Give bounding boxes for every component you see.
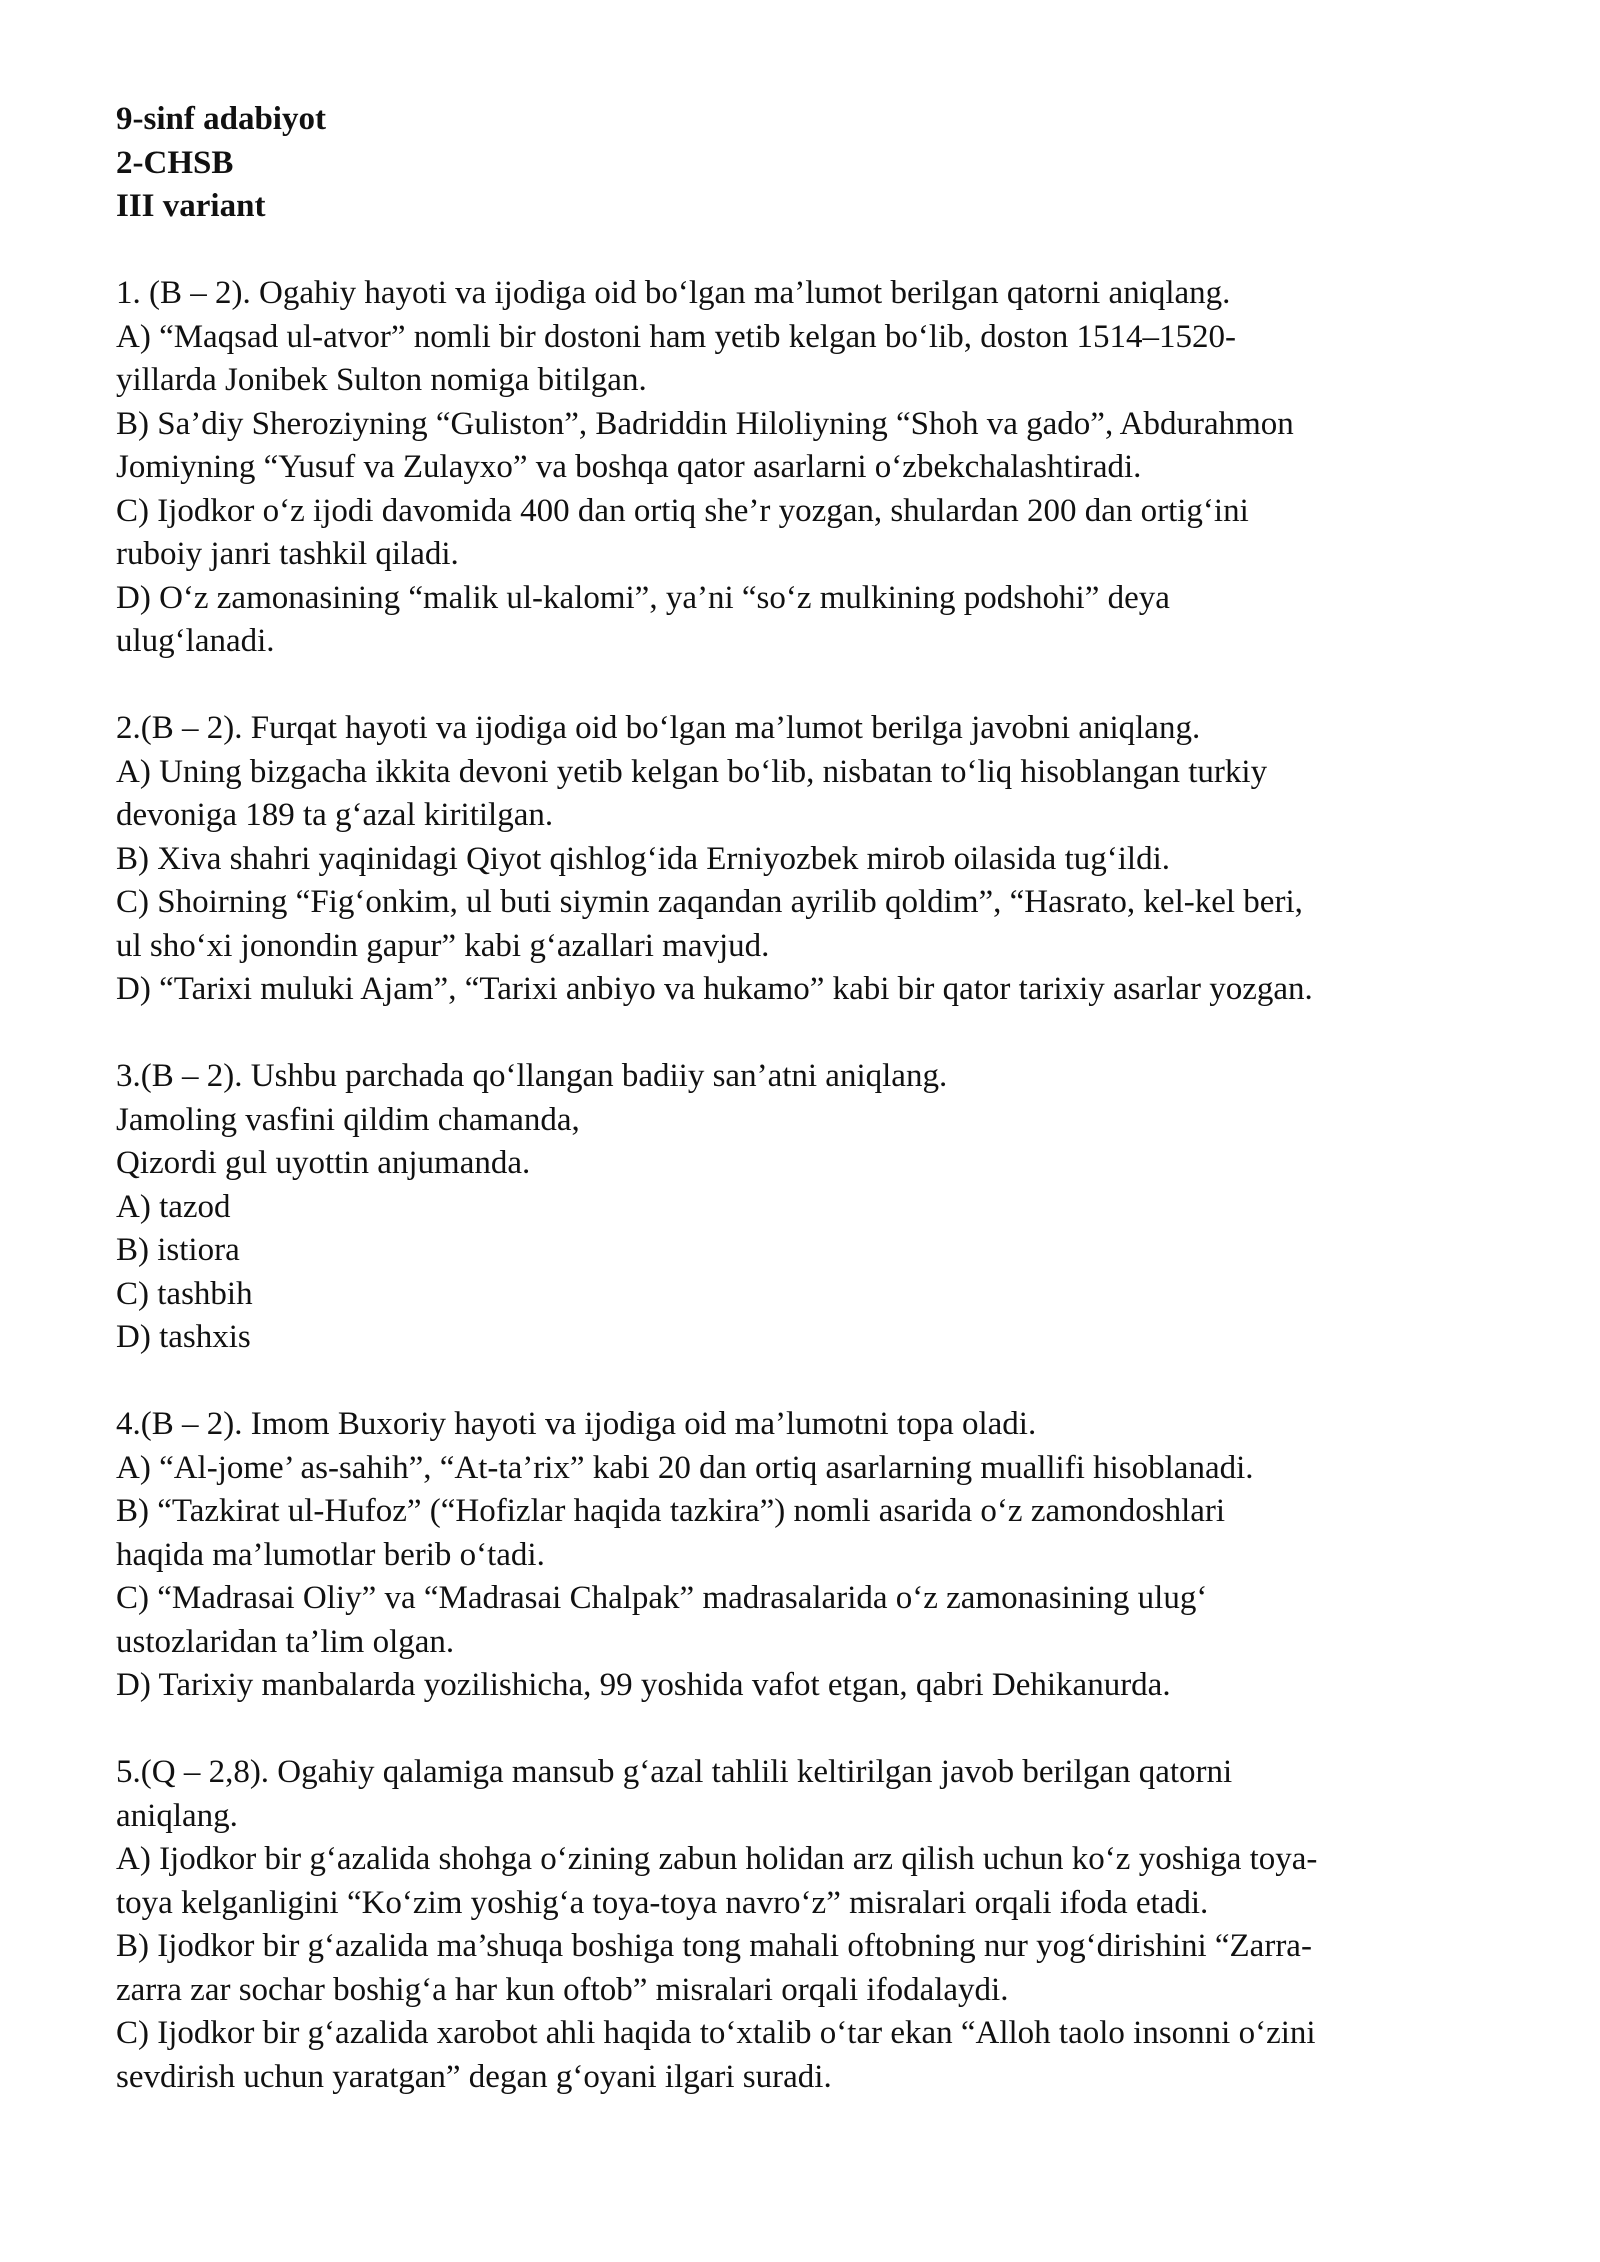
question-2-line: B) Xiva shahri yaqinidagi Qiyot qishlog‘ida Erniyozbek mirob oilasida tug‘ildi. (116, 840, 1170, 877)
question-1 (116, 272, 1516, 664)
document-header (116, 98, 1516, 229)
question-5-line: C) Ijodkor bir g‘azalida xarobot ahli haqida to‘xtalib o‘tar ekan “Alloh taolo insonni o‘zini (116, 2015, 1316, 2051)
question-4-line: 4.(B – 2). Imom Buxoriy hayoti va ijodiga oid ma’lumotni topa oladi. (116, 1406, 1037, 1442)
question-1-line: D) O‘z zamonasining “malik ul-kalomi”, ya’ni “so‘z mulkining podshohi” deya (116, 579, 1170, 616)
document-page (116, 98, 1516, 2099)
question-1-line: A) “Maqsad ul-atvor” nomli bir dostoni ham yetib kelgan bo‘lib, doston 1514–1520- (116, 318, 1236, 355)
question-1-line: Jomiyning “Yusuf va Zulayxo” va boshqa qator asarlarni o‘zbekchalashtiradi. (116, 449, 1142, 485)
question-4-line: haqida ma’lumotlar berib o‘tadi. (116, 1536, 545, 1573)
test-code-heading: 2-CHSB (116, 144, 234, 181)
variant-heading: III variant (116, 188, 266, 224)
question-3 (116, 1055, 1516, 1360)
question-4-line: A) “Al-jome’ as-sahih”, “At-ta’rix” kabi 20 dan ortiq asarlarning muallifi hisoblanadi. (116, 1449, 1254, 1486)
question-2-line: A) Uning bizgacha ikkita devoni yetib kelgan bo‘lib, nisbatan to‘liq hisoblangan turkiy (116, 753, 1268, 790)
question-2 (116, 707, 1516, 1012)
question-4 (116, 1403, 1516, 1708)
question-2-line: 2.(B – 2). Furqat hayoti va ijodiga oid bo‘lgan ma’lumot berilga javobni aniqlang. (116, 710, 1201, 746)
grade-subject-heading: 9-sinf adabiyot (116, 101, 326, 137)
question-5-line: aniqlang. (116, 1797, 238, 1834)
question-1-line: yillarda Jonibek Sulton nomiga bitilgan. (116, 362, 647, 398)
question-4-line: C) “Madrasai Oliy” va “Madrasai Chalpak” madrasalarida o‘z zamonasining ulug‘ (116, 1580, 1208, 1616)
question-2-line: C) Shoirning “Fig‘onkim, ul buti siymin zaqandan ayrilib qoldim”, “Hasrato, kel-kel beri, (116, 884, 1303, 920)
question-5-line: A) Ijodkor bir g‘azalida shohga o‘zining zabun holidan arz qilish uchun ko‘z yoshiga toya- (116, 1841, 1318, 1877)
question-5-line: 5.(Q – 2,8). Ogahiy qalamiga mansub g‘azal tahlili keltirilgan javob berilgan qatorni (116, 1754, 1233, 1790)
question-3-line: Jamoling vasfini qildim chamanda, (116, 1101, 580, 1138)
question-3-line: Qizordi gul uyottin anjumanda. (116, 1145, 531, 1181)
question-4-line: D) Tarixiy manbalarda yozilishicha, 99 yoshida vafot etgan, qabri Dehikanurda. (116, 1667, 1171, 1703)
question-1-line: C) Ijodkor o‘z ijodi davomida 400 dan ortiq she’r yozgan, shulardan 200 dan ortig‘ini (116, 492, 1249, 529)
question-5-line: B) Ijodkor bir g‘azalida ma’shuqa boshiga tong mahali oftobning nur yog‘dirishini “Zarra- (116, 1928, 1312, 1964)
question-3-line: 3.(B – 2). Ushbu parchada qo‘llangan badiiy san’atni aniqlang. (116, 1058, 948, 1094)
question-5-line: zarra zar sochar boshig‘a har kun oftob” misralari orqali ifodalaydi. (116, 1971, 1009, 2008)
question-3-line: A) tazod (116, 1188, 231, 1225)
question-2-line: devoniga 189 ta g‘azal kiritilgan. (116, 797, 554, 833)
question-5 (116, 1751, 1516, 2099)
question-4-line: ustozlaridan ta’lim olgan. (116, 1623, 455, 1660)
question-1-line: 1. (B – 2). Ogahiy hayoti va ijodiga oid bo‘lgan ma’lumot berilgan qatorni aniqlang. (116, 275, 1231, 311)
question-5-line: sevdirish uchun yaratgan” degan g‘oyani ilgari suradi. (116, 2058, 832, 2095)
question-2-line: ul sho‘xi jonondin gapur” kabi g‘azallari mavjud. (116, 927, 770, 964)
question-1-line: ruboiy janri tashkil qiladi. (116, 536, 459, 572)
question-3-line: D) tashxis (116, 1319, 251, 1355)
question-5-line: toya kelganligini “Ko‘zim yoshig‘a toya-toya navro‘z” misralari orqali ifoda etadi. (116, 1884, 1209, 1921)
question-3-line: C) tashbih (116, 1275, 253, 1312)
question-1-line: ulug‘lanadi. (116, 623, 275, 659)
question-3-line: B) istiora (116, 1232, 240, 1268)
question-2-line: D) “Tarixi muluki Ajam”, “Tarixi anbiyo va hukamo” kabi bir qator tarixiy asarlar yozgan. (116, 971, 1313, 1007)
question-4-line: B) “Tazkirat ul-Hufoz” (“Hofizlar haqida tazkira”) nomli asarida o‘z zamondoshlari (116, 1493, 1226, 1529)
question-1-line: B) Sa’diy Sheroziyning “Guliston”, Badriddin Hiloliyning “Shoh va gado”, Abdurahmon (116, 405, 1294, 442)
